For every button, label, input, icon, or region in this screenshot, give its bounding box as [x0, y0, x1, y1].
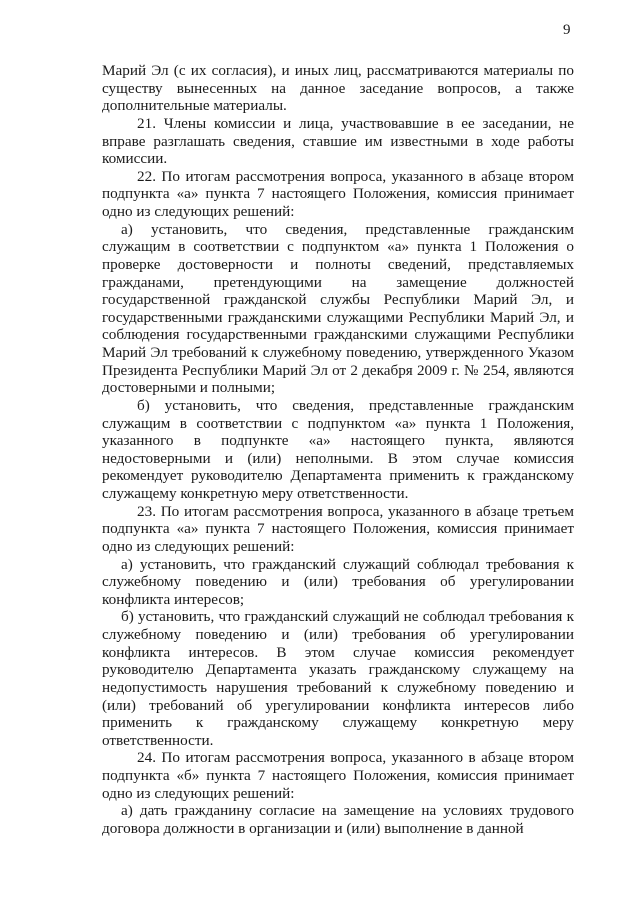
paragraph-22-b: б) установить, что сведения, представленные гражданским служащим в соответствии с подпунктом «а» пункта 1 Положения, указанного в подпункте «а» настоящего пункта, являются недостоверными и (или) неполными. В этом случае комиссия рекомендует руководителю Департамента применить к гражданскому служащему конкретную меру ответственности.	[102, 396, 574, 502]
paragraph-24-a: а) дать гражданину согласие на замещение на условиях трудового договора должности в организации и (или) выполнение в данной	[102, 802, 574, 837]
document-body	[102, 62, 574, 838]
paragraph-23: 23. По итогам рассмотрения вопроса, указанного в абзаце третьем подпункта «а» пункта 7 настоящего Положения, комиссия принимает одно из следующих решений:	[102, 502, 574, 555]
paragraph-continuation: Марий Эл (с их согласия), и иных лиц, рассматриваются материалы по существу вынесенных на данное заседание вопросов, а также дополнительные материалы.	[102, 62, 574, 115]
page-number: 9	[563, 22, 571, 38]
paragraph-22: 22. По итогам рассмотрения вопроса, указанного в абзаце втором подпункта «а» пункта 7 настоящего Положения, комиссия принимает одно из следующих решений:	[102, 167, 574, 220]
paragraph-23-b: б) установить, что гражданский служащий не соблюдал требования к служебному поведению и (или) требования об урегулировании конфликта интересов. В этом случае комиссия рекомендует руководителю Департамента указать гражданскому служащему на недопустимость нарушения требований к служебному поведению и (или) требований об урегулировании конфликта интересов либо применить к гражданскому служащему конкретную меру ответственности.	[102, 608, 574, 749]
paragraph-24: 24. По итогам рассмотрения вопроса, указанного в абзаце втором подпункта «б» пункта 7 настоящего Положения, комиссия принимает одно из следующих решений:	[102, 749, 574, 802]
paragraph-23-a: а) установить, что гражданский служащий соблюдал требования к служебному поведению и (или) требования об урегулировании конфликта интересов;	[102, 555, 574, 608]
paragraph-21: 21. Члены комиссии и лица, участвовавшие в ее заседании, не вправе разглашать сведения, ставшие им известными в ходе работы комиссии.	[102, 114, 574, 168]
paragraph-22-a: а) установить, что сведения, представленные гражданским служащим в соответствии с подпунктом «а» пункта 1 Положения о проверке достоверности и полноты сведений, представляемых гражданами, претендующими на замещение должностей государственной гражданской службы Республики Марий Эл, и государственными гражданскими служащими Республики Марий Эл, и соблюдения государственными гражданскими служащими Республики Марий Эл требований к служебному поведению, утвержденного Указом Президента Республики Марий Эл от 2 декабря 2009 г. № 254, являются достоверными и полными;	[102, 220, 574, 397]
